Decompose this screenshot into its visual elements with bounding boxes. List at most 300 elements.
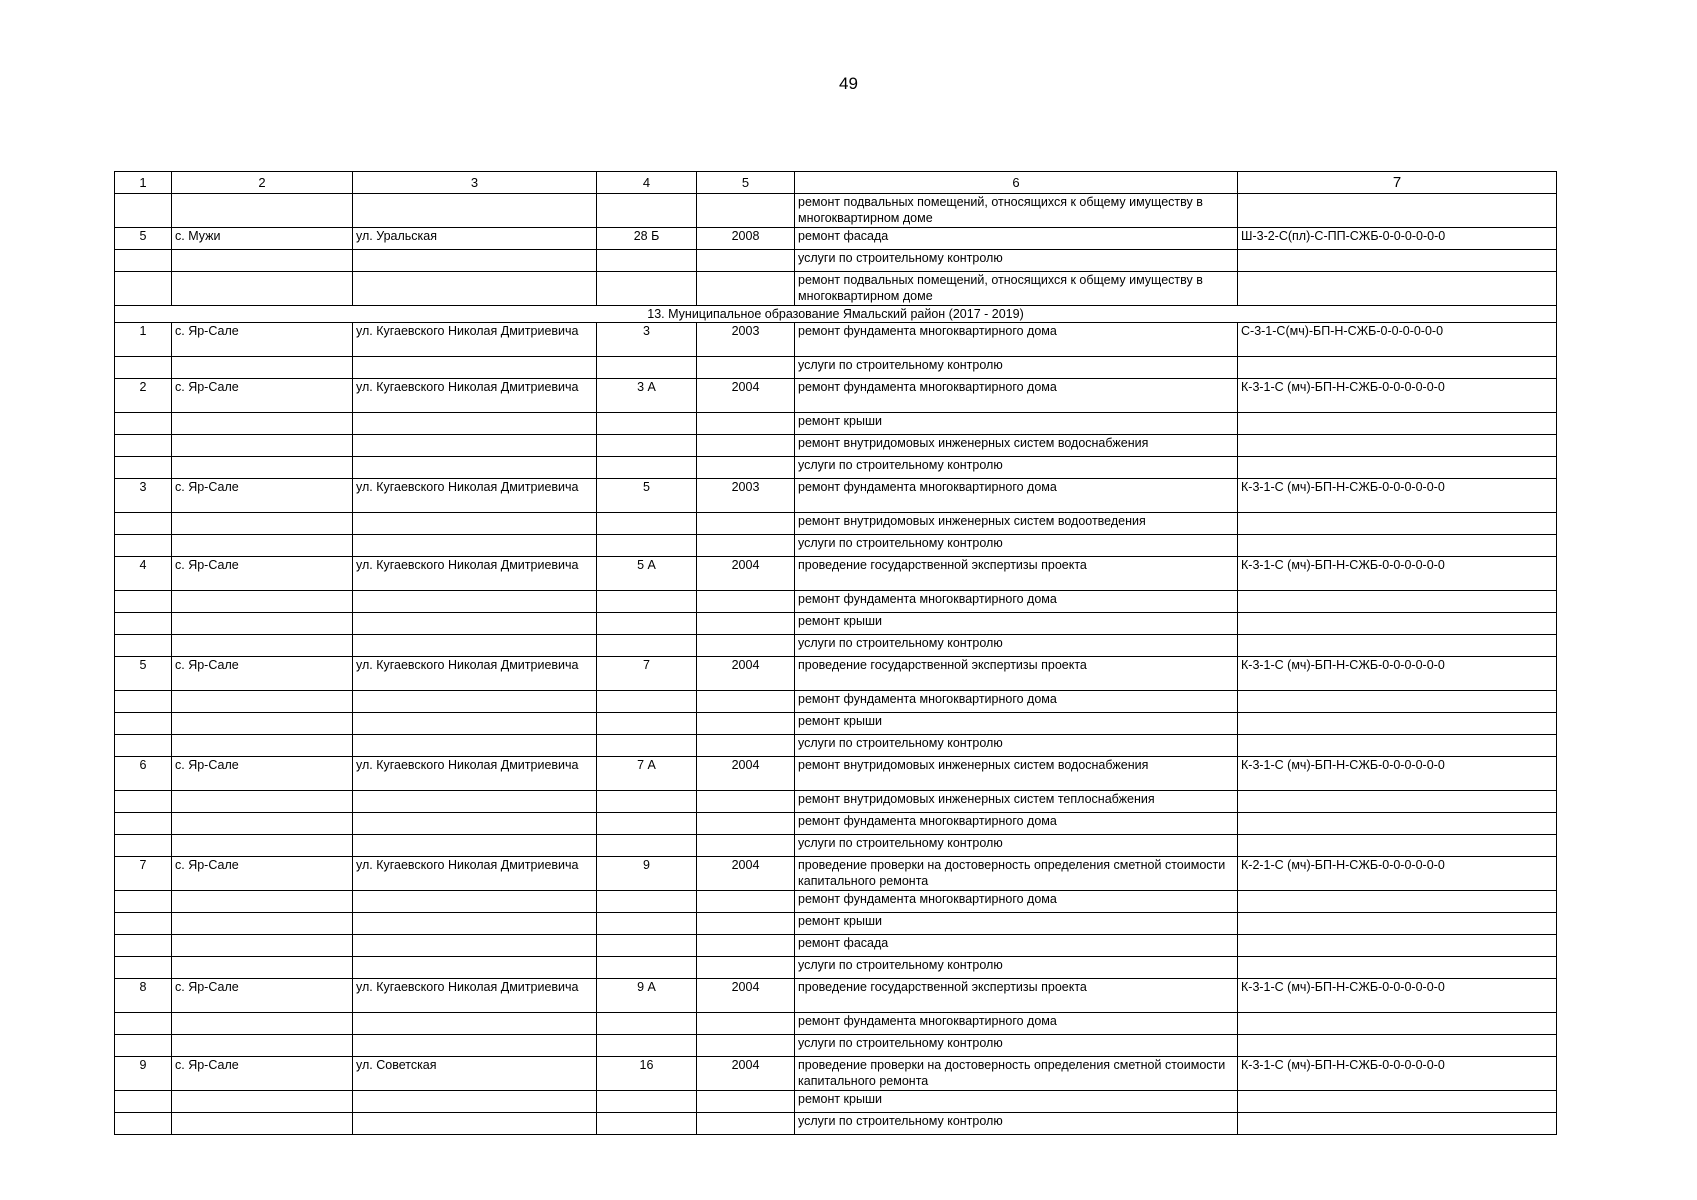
row-number-cell [115, 913, 172, 935]
table-row [115, 735, 1557, 757]
street-cell [353, 457, 597, 479]
house-number-cell [597, 835, 697, 857]
row-number-cell [115, 1091, 172, 1113]
table-row [115, 691, 1557, 713]
page-number: 49 [839, 74, 858, 93]
settlement-cell: с. Яр-Сале [172, 757, 353, 791]
table-row [115, 379, 1557, 413]
table-row [115, 757, 1557, 791]
work-type-cell: ремонт фундамента многоквартирного дома [795, 479, 1238, 513]
row-number-cell: 2 [115, 379, 172, 413]
table-row [115, 713, 1557, 735]
table-row [115, 435, 1557, 457]
year-built-cell [697, 1113, 795, 1135]
work-type-cell: ремонт фундамента многоквартирного дома [795, 891, 1238, 913]
street-cell [353, 791, 597, 813]
house-number-cell: 3 [597, 323, 697, 357]
year-built-cell [697, 1091, 795, 1113]
work-type-cell: услуги по строительному контролю [795, 835, 1238, 857]
table-row [115, 535, 1557, 557]
row-number-cell [115, 457, 172, 479]
work-type-cell: ремонт крыши [795, 1091, 1238, 1113]
house-number-cell: 7 А [597, 757, 697, 791]
settlement-cell [172, 635, 353, 657]
work-type-cell: ремонт подвальных помещений, относящихся к общему имуществу в многоквартирном доме [795, 272, 1238, 306]
work-type-cell: ремонт крыши [795, 613, 1238, 635]
house-number-cell [597, 357, 697, 379]
building-code-cell: К-3-1-С (мч)-БП-Н-СЖБ-0-0-0-0-0-0 [1238, 979, 1557, 1013]
table-row [115, 957, 1557, 979]
settlement-cell: с. Мужи [172, 228, 353, 250]
year-built-cell: 2004 [697, 557, 795, 591]
work-type-cell: ремонт крыши [795, 913, 1238, 935]
table-row [115, 591, 1557, 613]
table-row [115, 194, 1557, 228]
table-row [115, 413, 1557, 435]
header-cell: 7 [1238, 172, 1557, 194]
house-number-cell [597, 913, 697, 935]
building-code-cell: К-3-1-С (мч)-БП-Н-СЖБ-0-0-0-0-0-0 [1238, 479, 1557, 513]
settlement-cell [172, 1113, 353, 1135]
building-code-cell: К-3-1-С (мч)-БП-Н-СЖБ-0-0-0-0-0-0 [1238, 757, 1557, 791]
work-type-cell: ремонт фундамента многоквартирного дома [795, 379, 1238, 413]
house-number-cell [597, 813, 697, 835]
row-number-cell [115, 735, 172, 757]
building-code-cell [1238, 535, 1557, 557]
settlement-cell [172, 272, 353, 306]
row-number-cell [115, 357, 172, 379]
work-type-cell: услуги по строительному контролю [795, 457, 1238, 479]
year-built-cell [697, 413, 795, 435]
year-built-cell [697, 891, 795, 913]
settlement-cell [172, 250, 353, 272]
row-number-cell [115, 272, 172, 306]
year-built-cell [697, 1035, 795, 1057]
row-number-cell: 4 [115, 557, 172, 591]
table-row [115, 857, 1557, 891]
street-cell [353, 835, 597, 857]
row-number-cell [115, 691, 172, 713]
year-built-cell: 2008 [697, 228, 795, 250]
row-number-cell [115, 635, 172, 657]
row-number-cell [115, 250, 172, 272]
settlement-cell: с. Яр-Сале [172, 479, 353, 513]
street-cell [353, 435, 597, 457]
year-built-cell [697, 635, 795, 657]
work-type-cell: услуги по строительному контролю [795, 535, 1238, 557]
house-number-cell [597, 613, 697, 635]
settlement-cell [172, 591, 353, 613]
row-number-cell [115, 613, 172, 635]
building-code-cell: Ш-3-2-С(пл)-С-ПП-СЖБ-0-0-0-0-0-0 [1238, 228, 1557, 250]
header-cell: 4 [597, 172, 697, 194]
house-number-cell [597, 635, 697, 657]
year-built-cell [697, 735, 795, 757]
house-number-cell [597, 413, 697, 435]
row-number-cell [115, 591, 172, 613]
header-row [115, 172, 1557, 194]
year-built-cell [697, 613, 795, 635]
street-cell: ул. Кугаевского Николая Дмитриевича [353, 657, 597, 691]
house-number-cell [597, 513, 697, 535]
row-number-cell [115, 791, 172, 813]
table-row [115, 613, 1557, 635]
building-code-cell [1238, 635, 1557, 657]
table-row [115, 1113, 1557, 1135]
house-number-cell [597, 891, 697, 913]
house-number-cell [597, 791, 697, 813]
settlement-cell [172, 1013, 353, 1035]
house-number-cell [597, 194, 697, 228]
row-number-cell: 5 [115, 657, 172, 691]
year-built-cell [697, 1013, 795, 1035]
row-number-cell [115, 1035, 172, 1057]
year-built-cell: 2004 [697, 657, 795, 691]
table-row [115, 250, 1557, 272]
section-title: 13. Муниципальное образование Ямальский район (2017 - 2019) [115, 306, 1557, 323]
row-number-cell [115, 513, 172, 535]
row-number-cell: 5 [115, 228, 172, 250]
settlement-cell [172, 913, 353, 935]
street-cell: ул. Кугаевского Николая Дмитриевича [353, 857, 597, 891]
building-code-cell: К-3-1-С (мч)-БП-Н-СЖБ-0-0-0-0-0-0 [1238, 1057, 1557, 1091]
work-type-cell: проведение проверки на достоверность определения сметной стоимости капитального ремонта [795, 1057, 1238, 1091]
work-type-cell: ремонт фундамента многоквартирного дома [795, 323, 1238, 357]
settlement-cell [172, 691, 353, 713]
row-number-cell [115, 1113, 172, 1135]
house-number-cell [597, 1091, 697, 1113]
street-cell: ул. Кугаевского Николая Дмитриевича [353, 979, 597, 1013]
building-code-cell [1238, 813, 1557, 835]
row-number-cell: 9 [115, 1057, 172, 1091]
table-row [115, 791, 1557, 813]
table-row [115, 323, 1557, 357]
row-number-cell [115, 435, 172, 457]
settlement-cell [172, 791, 353, 813]
row-number-cell: 3 [115, 479, 172, 513]
street-cell [353, 357, 597, 379]
table-row [115, 835, 1557, 857]
street-cell: ул. Кугаевского Николая Дмитриевича [353, 379, 597, 413]
building-code-cell [1238, 913, 1557, 935]
building-code-cell: К-3-1-С (мч)-БП-Н-СЖБ-0-0-0-0-0-0 [1238, 657, 1557, 691]
work-type-cell: услуги по строительному контролю [795, 1035, 1238, 1057]
building-code-cell [1238, 613, 1557, 635]
settlement-cell [172, 513, 353, 535]
work-type-cell: ремонт фундамента многоквартирного дома [795, 1013, 1238, 1035]
house-number-cell [597, 272, 697, 306]
settlement-cell: с. Яр-Сале [172, 379, 353, 413]
settlement-cell [172, 835, 353, 857]
year-built-cell: 2003 [697, 323, 795, 357]
row-number-cell [115, 1013, 172, 1035]
header-cell: 3 [353, 172, 597, 194]
house-number-cell: 16 [597, 1057, 697, 1091]
building-code-cell [1238, 1113, 1557, 1135]
street-cell [353, 1013, 597, 1035]
year-built-cell: 2004 [697, 1057, 795, 1091]
house-number-cell: 7 [597, 657, 697, 691]
work-type-cell: ремонт фундамента многоквартирного дома [795, 691, 1238, 713]
year-built-cell: 2003 [697, 479, 795, 513]
building-code-cell: К-3-1-С (мч)-БП-Н-СЖБ-0-0-0-0-0-0 [1238, 557, 1557, 591]
street-cell [353, 535, 597, 557]
year-built-cell [697, 935, 795, 957]
street-cell: ул. Советская [353, 1057, 597, 1091]
header-cell: 6 [795, 172, 1238, 194]
work-type-cell: услуги по строительному контролю [795, 357, 1238, 379]
table-row [115, 357, 1557, 379]
year-built-cell: 2004 [697, 757, 795, 791]
work-type-cell: ремонт внутридомовых инженерных систем водоснабжения [795, 435, 1238, 457]
building-code-cell: К-3-1-С (мч)-БП-Н-СЖБ-0-0-0-0-0-0 [1238, 379, 1557, 413]
row-number-cell [115, 835, 172, 857]
street-cell [353, 913, 597, 935]
work-type-cell: проведение государственной экспертизы проекта [795, 657, 1238, 691]
table-row [115, 457, 1557, 479]
year-built-cell [697, 535, 795, 557]
building-code-cell [1238, 1091, 1557, 1113]
settlement-cell [172, 813, 353, 835]
building-code-cell [1238, 272, 1557, 306]
year-built-cell [697, 357, 795, 379]
building-code-cell [1238, 935, 1557, 957]
row-number-cell [115, 535, 172, 557]
house-number-cell [597, 735, 697, 757]
year-built-cell [697, 835, 795, 857]
header-cell: 1 [115, 172, 172, 194]
table-row [115, 513, 1557, 535]
house-number-cell: 28 Б [597, 228, 697, 250]
settlement-cell [172, 435, 353, 457]
table-row [115, 557, 1557, 591]
building-code-cell: С-3-1-С(мч)-БП-Н-СЖБ-0-0-0-0-0-0 [1238, 323, 1557, 357]
year-built-cell [697, 691, 795, 713]
settlement-cell [172, 935, 353, 957]
table-row [115, 1013, 1557, 1035]
year-built-cell [697, 194, 795, 228]
work-type-cell: услуги по строительному контролю [795, 250, 1238, 272]
house-number-cell: 9 А [597, 979, 697, 1013]
table-row [115, 657, 1557, 691]
work-type-cell: проведение государственной экспертизы проекта [795, 979, 1238, 1013]
house-number-cell [597, 1013, 697, 1035]
house-number-cell [597, 691, 697, 713]
year-built-cell [697, 957, 795, 979]
header-cell: 2 [172, 172, 353, 194]
house-number-cell [597, 1113, 697, 1135]
section-header-row [115, 306, 1557, 323]
street-cell [353, 1035, 597, 1057]
row-number-cell [115, 413, 172, 435]
year-built-cell: 2004 [697, 379, 795, 413]
year-built-cell [697, 913, 795, 935]
work-type-cell: ремонт крыши [795, 413, 1238, 435]
house-number-cell [597, 457, 697, 479]
table-row [115, 979, 1557, 1013]
settlement-cell [172, 357, 353, 379]
settlement-cell [172, 957, 353, 979]
work-type-cell: ремонт крыши [795, 713, 1238, 735]
settlement-cell [172, 713, 353, 735]
street-cell [353, 1091, 597, 1113]
settlement-cell: с. Яр-Сале [172, 857, 353, 891]
work-type-cell: услуги по строительному контролю [795, 635, 1238, 657]
work-type-cell: услуги по строительному контролю [795, 1113, 1238, 1135]
street-cell [353, 691, 597, 713]
house-number-cell [597, 435, 697, 457]
year-built-cell [697, 457, 795, 479]
building-code-cell [1238, 457, 1557, 479]
year-built-cell [697, 713, 795, 735]
row-number-cell [115, 957, 172, 979]
settlement-cell: с. Яр-Сале [172, 1057, 353, 1091]
table-row [115, 1035, 1557, 1057]
settlement-cell: с. Яр-Сале [172, 323, 353, 357]
settlement-cell [172, 891, 353, 913]
year-built-cell [697, 250, 795, 272]
building-code-cell [1238, 357, 1557, 379]
building-code-cell [1238, 413, 1557, 435]
table-row [115, 891, 1557, 913]
building-code-cell [1238, 591, 1557, 613]
street-cell: ул. Кугаевского Николая Дмитриевича [353, 757, 597, 791]
house-number-cell [597, 935, 697, 957]
settlement-cell [172, 1091, 353, 1113]
street-cell [353, 813, 597, 835]
settlement-cell [172, 413, 353, 435]
table-row [115, 935, 1557, 957]
header-cell: 5 [697, 172, 795, 194]
building-code-cell [1238, 891, 1557, 913]
work-type-cell: ремонт подвальных помещений, относящихся к общему имуществу в многоквартирном доме [795, 194, 1238, 228]
settlement-cell [172, 735, 353, 757]
settlement-cell [172, 457, 353, 479]
work-type-cell: ремонт фасада [795, 935, 1238, 957]
row-number-cell: 6 [115, 757, 172, 791]
year-built-cell [697, 591, 795, 613]
street-cell: ул. Кугаевского Николая Дмитриевича [353, 479, 597, 513]
table-body [115, 172, 1557, 1135]
table-row [115, 1091, 1557, 1113]
building-code-cell [1238, 250, 1557, 272]
year-built-cell [697, 791, 795, 813]
year-built-cell: 2004 [697, 857, 795, 891]
house-number-cell: 9 [597, 857, 697, 891]
building-code-cell [1238, 713, 1557, 735]
year-built-cell [697, 272, 795, 306]
street-cell [353, 891, 597, 913]
building-code-cell [1238, 957, 1557, 979]
year-built-cell [697, 813, 795, 835]
row-number-cell [115, 713, 172, 735]
settlement-cell [172, 613, 353, 635]
settlement-cell: с. Яр-Сале [172, 979, 353, 1013]
settlement-cell [172, 1035, 353, 1057]
settlement-cell [172, 194, 353, 228]
street-cell [353, 1113, 597, 1135]
house-number-cell [597, 957, 697, 979]
settlement-cell: с. Яр-Сале [172, 657, 353, 691]
house-number-cell: 3 А [597, 379, 697, 413]
work-type-cell: ремонт внутридомовых инженерных систем теплоснабжения [795, 791, 1238, 813]
row-number-cell: 1 [115, 323, 172, 357]
house-number-cell [597, 1035, 697, 1057]
row-number-cell [115, 813, 172, 835]
street-cell: ул. Кугаевского Николая Дмитриевича [353, 557, 597, 591]
building-code-cell [1238, 1035, 1557, 1057]
house-number-cell [597, 591, 697, 613]
street-cell [353, 713, 597, 735]
work-type-cell: услуги по строительному контролю [795, 957, 1238, 979]
row-number-cell [115, 194, 172, 228]
street-cell [353, 413, 597, 435]
work-type-cell: проведение проверки на достоверность определения сметной стоимости капитального ремонта [795, 857, 1238, 891]
row-number-cell: 8 [115, 979, 172, 1013]
street-cell [353, 957, 597, 979]
house-number-cell [597, 535, 697, 557]
year-built-cell [697, 513, 795, 535]
table-row [115, 228, 1557, 250]
house-number-cell: 5 [597, 479, 697, 513]
work-type-cell: ремонт фасада [795, 228, 1238, 250]
building-code-cell [1238, 1013, 1557, 1035]
street-cell: ул. Уральская [353, 228, 597, 250]
row-number-cell [115, 935, 172, 957]
street-cell [353, 613, 597, 635]
street-cell: ул. Кугаевского Николая Дмитриевича [353, 323, 597, 357]
year-built-cell [697, 435, 795, 457]
building-code-cell [1238, 194, 1557, 228]
building-code-cell: К-2-1-С (мч)-БП-Н-СЖБ-0-0-0-0-0-0 [1238, 857, 1557, 891]
table-row [115, 1057, 1557, 1091]
row-number-cell [115, 891, 172, 913]
work-type-cell: ремонт фундамента многоквартирного дома [795, 591, 1238, 613]
work-type-cell: услуги по строительному контролю [795, 735, 1238, 757]
building-code-cell [1238, 735, 1557, 757]
work-type-cell: ремонт фундамента многоквартирного дома [795, 813, 1238, 835]
table-row [115, 813, 1557, 835]
building-code-cell [1238, 835, 1557, 857]
table-row [115, 479, 1557, 513]
street-cell [353, 250, 597, 272]
table-row [115, 272, 1557, 306]
street-cell [353, 272, 597, 306]
house-number-cell [597, 713, 697, 735]
table-row [115, 635, 1557, 657]
street-cell [353, 591, 597, 613]
table-row [115, 913, 1557, 935]
building-code-cell [1238, 513, 1557, 535]
repair-program-table [114, 171, 1557, 1135]
street-cell [353, 194, 597, 228]
work-type-cell: ремонт внутридомовых инженерных систем водоснабжения [795, 757, 1238, 791]
house-number-cell: 5 А [597, 557, 697, 591]
work-type-cell: ремонт внутридомовых инженерных систем водоотведения [795, 513, 1238, 535]
street-cell [353, 935, 597, 957]
street-cell [353, 735, 597, 757]
work-type-cell: проведение государственной экспертизы проекта [795, 557, 1238, 591]
house-number-cell [597, 250, 697, 272]
row-number-cell: 7 [115, 857, 172, 891]
building-code-cell [1238, 691, 1557, 713]
settlement-cell: с. Яр-Сале [172, 557, 353, 591]
street-cell [353, 513, 597, 535]
building-code-cell [1238, 435, 1557, 457]
building-code-cell [1238, 791, 1557, 813]
street-cell [353, 635, 597, 657]
settlement-cell [172, 535, 353, 557]
